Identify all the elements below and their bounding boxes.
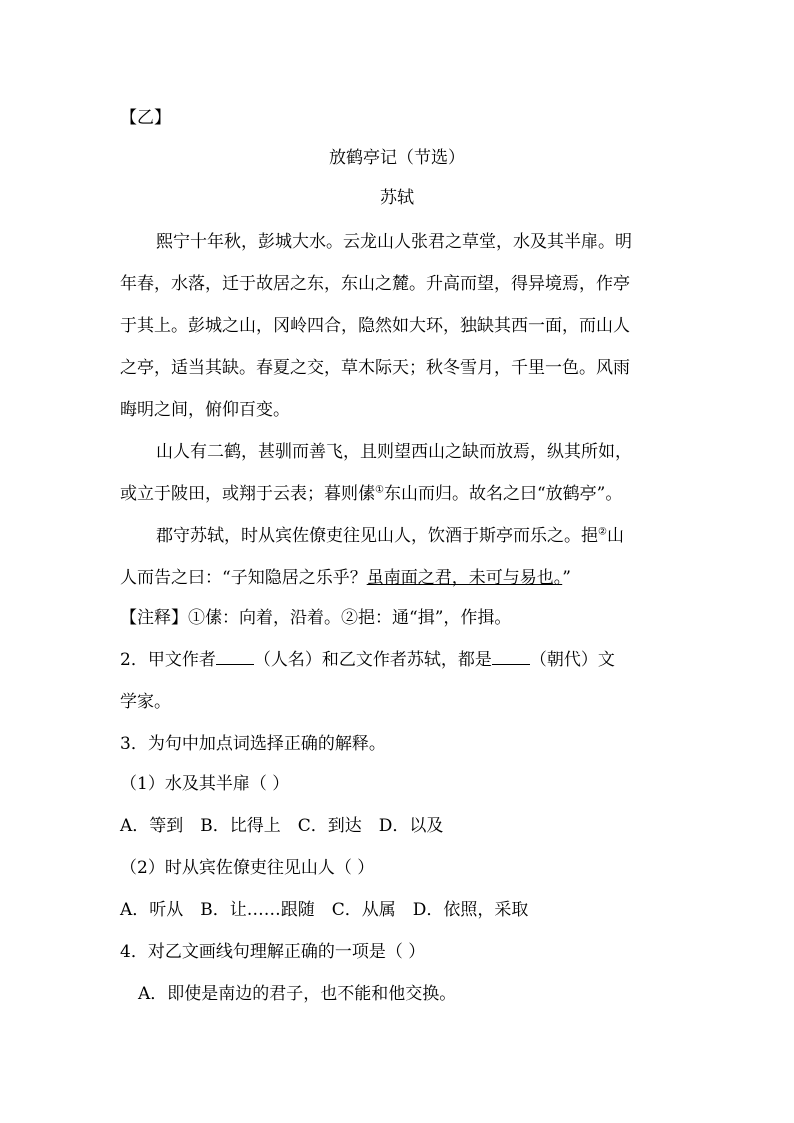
q2-part-c: （朝代）文 xyxy=(529,650,615,670)
para1-line1: 熙宁十年秋，彭城大水。云龙山人张君之草堂，水及其半扉。明 xyxy=(156,232,632,252)
q2-part-b: （人名）和乙文作者苏轼，都是 xyxy=(253,650,492,670)
essay-title: 放鹤亭记（节选） xyxy=(329,148,465,168)
para1-line3: 于其上。彭城之山，冈岭四合，隐然如大环，独缺其西一面，而山人 xyxy=(120,316,630,336)
para1-line4: 之亭，适当其缺。春夏之交，草木际天；秋冬雪月，千里一色。风雨 xyxy=(120,358,630,378)
para1-line2: 年春，水落，迁于故居之东，东山之麓。升高而望，得异境焉，作亭 xyxy=(120,274,630,294)
note-mark-1: ① xyxy=(375,484,384,496)
question-3-2-options: A．听从 B．让……跟随 C．从属 D．依照，采取 xyxy=(120,900,529,920)
para3-line2-c: ” xyxy=(562,568,571,588)
underlined-sentence: 虽南面之君，未可与易也。 xyxy=(366,568,563,588)
note-mark-2: ② xyxy=(598,526,607,538)
question-3-1-options: A．等到 B．比得上 C．到达 D．以及 xyxy=(120,816,444,836)
section-label: 【乙】 xyxy=(120,108,171,128)
para1-line5: 晦明之间，俯仰百变。 xyxy=(120,400,290,420)
question-4-option-a: A．即使是南边的君子，也不能和他交换。 xyxy=(138,984,457,1004)
essay-author: 苏轼 xyxy=(380,188,414,208)
answer-blank-dynasty[interactable] xyxy=(492,648,530,665)
para3-line1-b: 山 xyxy=(606,526,624,546)
q2-part-a: 2．甲文作者 xyxy=(120,650,216,670)
para2-line2 xyxy=(120,482,622,506)
question-3-2: （2）时从宾佐僚吏往见山人（ ） xyxy=(120,858,375,878)
para3-line1 xyxy=(156,524,624,548)
question-3: 3．为句中加点词选择正确的解释。 xyxy=(120,734,386,754)
para3-line2 xyxy=(120,566,571,590)
annotation-notes: 【注释】①傃：向着，沿着。②挹：通“揖”，作揖。 xyxy=(120,608,512,628)
para2-line2-a: 或立于陂田，或翔于云表；暮则傃 xyxy=(120,484,375,504)
para2-line1: 山人有二鹤，甚驯而善飞，且则望西山之缺而放焉，纵其所如， xyxy=(156,442,632,462)
para3-line2-a: 人而告之曰：“子知隐居之乐乎？ xyxy=(120,568,367,588)
question-3-1: （1）水及其半扉（ ） xyxy=(120,774,290,794)
answer-blank-author[interactable] xyxy=(216,648,254,665)
question-2-cont: 学家。 xyxy=(120,692,171,712)
question-2 xyxy=(120,648,615,672)
question-4: 4．对乙文画线句理解正确的一项是（ ） xyxy=(120,942,426,962)
para3-line1-a: 郡守苏轼，时从宾佐僚吏往见山人，饮酒于斯亭而乐之。挹 xyxy=(156,526,598,546)
para2-line2-b: 东山而归。故名之曰“放鹤亭”。 xyxy=(383,484,623,504)
